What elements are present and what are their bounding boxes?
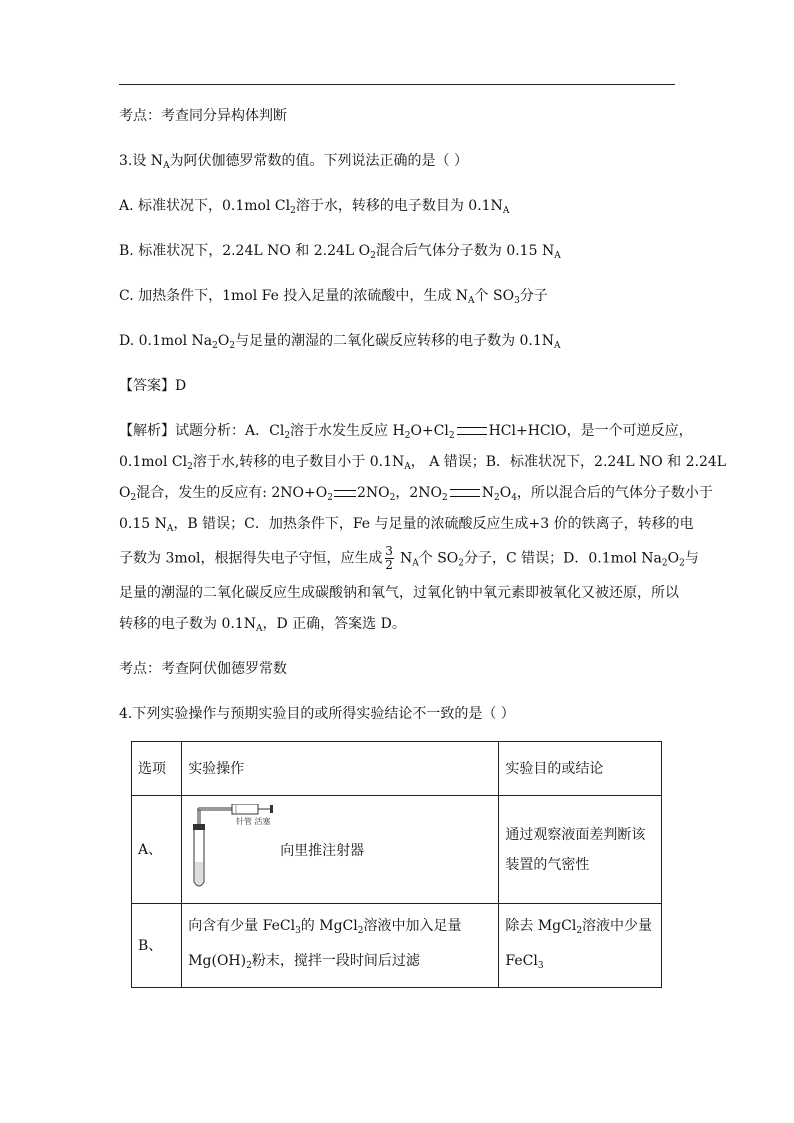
table-header-row <box>132 742 662 796</box>
kaodian-2: 考点：考查阿伏伽德罗常数 <box>119 661 287 677</box>
answer: 【答案】D <box>119 378 187 394</box>
header-goal: 实验目的或结论 <box>499 742 662 796</box>
option-c: C. 加热条件下，1mol Fe 投入足量的浓硫酸中，生成 $N_A$个 $SO_3$分子 <box>119 288 548 306</box>
analysis-line-7: 转移的电子数为 $0.1N_A$，D 正确，答案选 D。 <box>119 616 406 634</box>
header-operation: 实验操作 <box>182 742 499 796</box>
row-b-option: B、 <box>132 904 182 988</box>
fraction: $\frac{3}{2}$ <box>385 544 393 572</box>
table-row <box>132 796 662 904</box>
option-b: B. 标准状况下，2.24L NO 和 2.24L $O_2$混合后气体分子数为 0.15 $N_A$ <box>119 243 561 261</box>
experiment-table <box>131 741 662 988</box>
reversible-arrow-icon <box>450 489 480 497</box>
analysis-line-6: 足量的潮湿的二氧化碳反应生成碳酸钠和氧气，过氧化钠中氧元素即被氧化又被还原，所以 <box>119 585 679 601</box>
syringe-label: 针管 活塞 <box>236 816 271 826</box>
option-a: A. 标准状况下，0.1mol $Cl_2$溶于水，转移的电子数目为 $0.1N_A$ <box>119 198 510 216</box>
row-b-goal: 除去 MgCl$_2$溶液中少量 FeCl$_3$ <box>499 904 662 988</box>
header-rule <box>119 84 675 85</box>
row-a-operation-text: 向里推注射器 <box>280 842 365 859</box>
reversible-arrow-icon <box>457 427 487 435</box>
row-a-operation <box>182 796 499 904</box>
header-option: 选项 <box>132 742 182 796</box>
syringe-apparatus-icon <box>188 804 278 890</box>
analysis-line-4: 0.15 $N_A$，B 错误；C．加热条件下，Fe 与足量的浓硫酸反应生成+3 价的铁离子，转移的电 <box>119 516 694 534</box>
analysis-line-2: 0.1mol $Cl_2$溶于水,转移的电子数目小于 $0.1N_A$， A 错误；B．标准状况下，2.24L NO 和 2.24L <box>119 454 727 472</box>
row-a-option: A、 <box>132 796 182 904</box>
analysis-line-5: 子数为 3mol，根据得失电子守恒，应生成 $\frac{3}{2}$ $N_A$个 $SO_2$分子，C 错误；D．0.1mol $Na_2O_2$与 <box>119 544 699 572</box>
kaodian-1: 考点：考查同分异构体判断 <box>119 108 287 124</box>
option-d: D. 0.1mol $Na_2O_2$与足量的潮湿的二氧化碳反应转移的电子数为 $0.1N_A$ <box>119 333 561 351</box>
question-4-stem: 4.下列实验操作与预期实验目的或所得实验结论不一致的是（ ） <box>119 706 515 722</box>
analysis-line-1: 【解析】试题分析：A．$Cl_2$溶于水发生反应 $H_2O+Cl_2$ HCl+HClO，是一个可逆反应， <box>119 423 693 441</box>
row-b-operation: 向含有少量 FeCl$_3$的 MgCl$_2$溶液中加入足量 $Mg(OH)_2$粉末，搅拌一段时间后过滤 <box>182 904 499 988</box>
analysis-line-3: $O_2$混合，发生的反应有: $2NO+O_2$ $2NO_2$，$2NO_2$ $N_2O_4$，所以混合后的气体分子数小于 <box>119 485 713 503</box>
equals-sign-icon <box>334 490 356 497</box>
table-row <box>132 904 662 988</box>
row-a-goal: 通过观察液面差判断该 装置的气密性 <box>499 796 662 904</box>
question-3-stem: 3.设 $N_A$为阿伏伽德罗常数的值。下列说法正确的是（ ） <box>119 153 469 171</box>
